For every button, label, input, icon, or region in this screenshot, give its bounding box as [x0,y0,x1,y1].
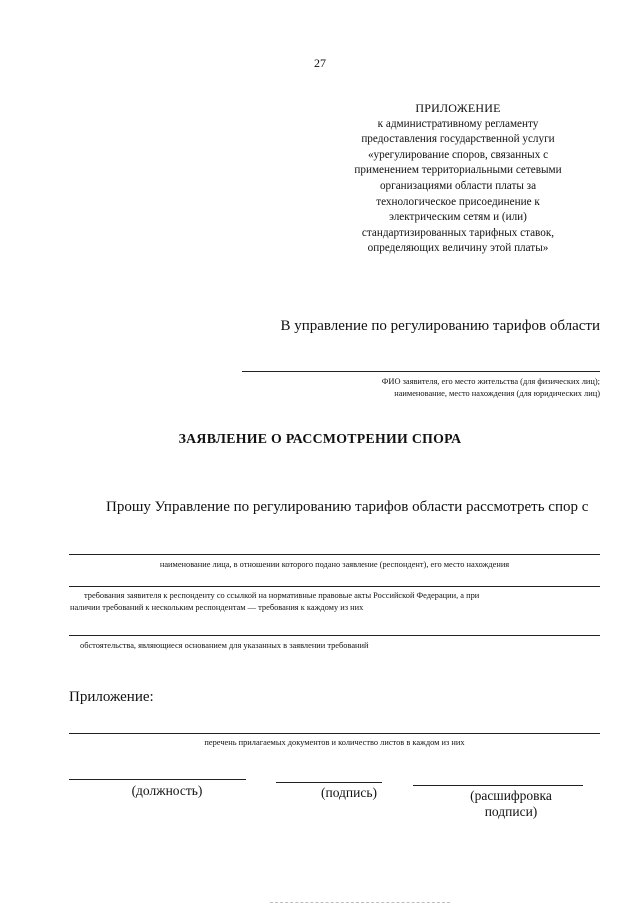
appendix-line: организациями области платы за [379,179,537,192]
addressee: В управление по регулированию тарифов области [280,318,600,334]
appendix-title: ПРИЛОЖЕНИЕ [415,101,501,115]
attachment-label: Приложение: [69,689,154,705]
requirements-caption-line-2: наличии требований к нескольким респондентам — требования к каждому из них [70,603,364,612]
attachment-line[interactable] [69,733,600,734]
page-number: 27 [314,56,326,70]
position-line[interactable] [69,779,246,780]
circumstances-caption: обстоятельства, являющиеся основанием для указанных в заявлении требований [80,641,369,650]
decoding-label-line-1: (расшифровка [470,788,552,803]
applicant-caption-line-1: ФИО заявителя, его место жительства (для физических лиц); [381,377,600,386]
signature-label: (подпись) [320,785,378,800]
appendix-line: к административному регламенту [377,117,539,130]
scan-artifact [270,902,450,903]
appendix-line: технологическое присоединение к [376,195,540,208]
position-label: (должность) [131,783,203,798]
applicant-caption-line-2: наименование, место нахождения (для юридических лиц) [394,389,600,398]
applicant-line[interactable] [242,371,600,372]
appendix-line: определяющих величину этой платы» [367,242,549,255]
decoding-line[interactable] [413,785,583,786]
requirements-line[interactable] [69,586,600,587]
appendix-line: «урегулирование споров, связанных с [367,148,549,161]
signature-line[interactable] [276,782,382,783]
appendix-line: предоставления государственной услуги [361,133,555,146]
decoding-label [446,788,576,820]
appendix-header [318,101,598,257]
appendix-line: электрическим сетям и (или) [389,211,527,224]
decoding-label-line-2: подписи) [484,804,538,819]
attachment-caption: перечень прилагаемых документов и количество листов в каждом из них [204,738,465,747]
appendix-line: стандартизированных тарифных ставок, [361,226,555,239]
circumstances-line[interactable] [69,635,600,636]
appendix-line: применением территориальными сетевыми [354,164,562,177]
respondent-caption: наименование лица, в отношении которого подано заявление (респондент), его место нахождения [159,560,510,569]
document-title: ЗАЯВЛЕНИЕ О РАССМОТРЕНИИ СПОРА [178,431,462,446]
request-text: Прошу Управление по регулированию тарифов области рассмотреть спор с [106,499,589,515]
requirements-caption [70,590,604,614]
respondent-line[interactable] [69,554,600,555]
applicant-caption [240,376,600,400]
requirements-caption-line-1: требования заявителя к респонденту со ссылкой на нормативные правовые акты Российской Федерации, а при [84,591,480,600]
